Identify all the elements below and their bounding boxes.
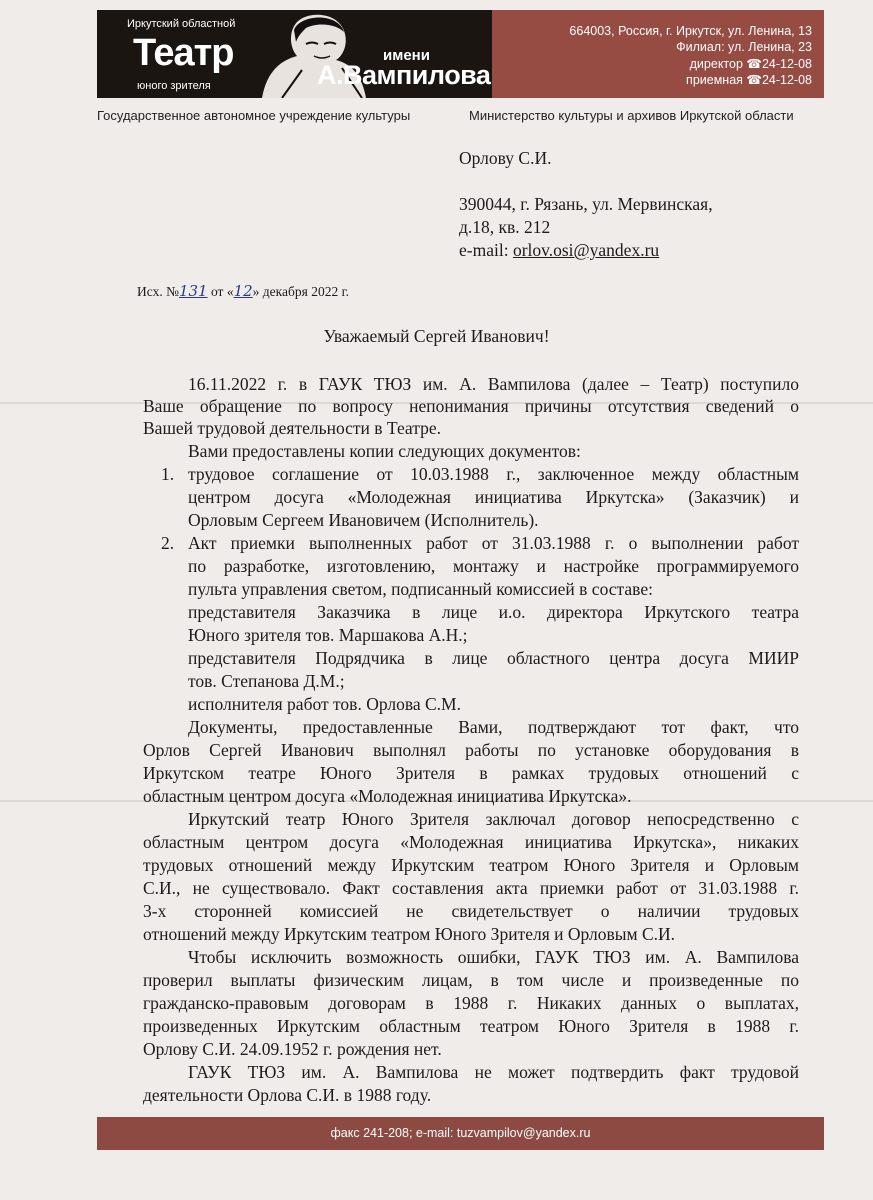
body-line: Документы, предоставленные Вами, подтверждают тот факт, что bbox=[188, 717, 799, 737]
body-line: Вашей трудовой деятельности в Театре. bbox=[143, 418, 442, 438]
body-line: Орловым Сергеем Ивановичем (Исполнитель). bbox=[188, 510, 539, 530]
body-line: Орлову С.И. 24.09.1952 г. рождения нет. bbox=[143, 1039, 442, 1059]
body-line: областным центром досуга «Молодежная инициатива Иркутска», никаких bbox=[143, 832, 799, 852]
header-reception-phone: приемная ☎24-12-08 bbox=[686, 73, 812, 87]
body-line: трудовых отношений между Иркутским театром Юного Зрителя и Орловым bbox=[143, 855, 799, 875]
body-line: трудовое соглашение от 10.03.1988 г., заключенное между областным bbox=[188, 464, 799, 484]
body-line: проверил выплаты физическим лицам, в том числе и произведенные по bbox=[143, 970, 799, 990]
list-number: 2. bbox=[161, 533, 175, 553]
body-line: областным центром досуга «Молодежная инициатива Иркутска». bbox=[143, 786, 632, 806]
body-line: 3-х сторонней комиссией не свидетельствует о наличии трудовых bbox=[143, 901, 799, 921]
logo-subtitle: юного зрителя bbox=[137, 80, 211, 92]
ref-day-handwritten: 12 bbox=[233, 282, 253, 300]
body-line: пульта управления светом, подписанный комиссией в составе: bbox=[188, 579, 653, 599]
body-line: ГАУК ТЮЗ им. А. Вампилова не может подтвердить факт трудовой bbox=[188, 1062, 799, 1082]
outgoing-reference bbox=[137, 282, 349, 300]
body-line: Орлов Сергей Иванович выполнял работы по установке оборудования в bbox=[143, 740, 799, 760]
recipient-address: 390044, г. Рязань, ул. Мервинская, bbox=[459, 194, 713, 214]
org-status: Государственное автономное учреждение культуры bbox=[97, 108, 411, 123]
body-line: произведенных Иркутским областным театром Юного Зрителя в 1988 г. bbox=[143, 1016, 799, 1036]
body-line: по разработке, изготовлению, монтажу и настройке программируемого bbox=[188, 556, 799, 576]
header-address: 664003, Россия, г. Иркутск, ул. Ленина, 13 bbox=[569, 24, 812, 38]
body-line: С.И., не существовало. Факт составления акта приемки работ от 31.03.1988 г. bbox=[143, 878, 799, 898]
body-line: Акт приемки выполненных работ от 31.03.1988 г. о выполнении работ bbox=[188, 533, 799, 553]
ref-mid: от « bbox=[207, 284, 234, 299]
recipient-name: Орлову С.И. bbox=[459, 148, 552, 168]
salutation: Уважаемый Сергей Иванович! bbox=[323, 326, 550, 346]
logo-teatr: Театр bbox=[133, 32, 234, 74]
body-line: представителя Заказчика в лице и.о. директора Иркутского театра bbox=[188, 602, 799, 622]
body-line: гражданско-правовым договорам в 1988 г. Никаких данных о выплатах, bbox=[143, 993, 799, 1013]
body-line: Иркутский театр Юного Зрителя заключал договор непосредственно с bbox=[188, 809, 799, 829]
body-line: тов. Степанова Д.М.; bbox=[188, 671, 345, 691]
recipient-email-line bbox=[459, 240, 659, 261]
body-line: Юного зрителя тов. Маршакова А.Н.; bbox=[188, 625, 468, 645]
ref-prefix: Исх. № bbox=[137, 284, 179, 299]
recipient-email-link[interactable]: orlov.osi@yandex.ru bbox=[512, 240, 660, 260]
letterhead bbox=[97, 10, 824, 98]
list-number: 1. bbox=[161, 464, 175, 484]
body-line: Вами предоставлены копии следующих документов: bbox=[188, 441, 581, 461]
body-line: Чтобы исключить возможность ошибки, ГАУК ТЮЗ им. А. Вампилова bbox=[188, 947, 799, 967]
footer-contacts: факс 241-208; e-mail: tuzvampilov@yandex.ru bbox=[97, 1117, 824, 1150]
ref-suffix: » декабря 2022 г. bbox=[252, 284, 349, 299]
body-line: исполнителя работ тов. Орлова С.М. bbox=[188, 694, 461, 714]
logo-name: А.Вампилова bbox=[317, 60, 491, 90]
recipient-address-2: д.18, кв. 212 bbox=[459, 217, 551, 237]
body-line: 16.11.2022 г. в ГАУК ТЮЗ им. А. Вампилова (далее – Театр) поступило bbox=[188, 374, 799, 394]
logo-imeni: имени bbox=[383, 47, 430, 64]
header-branch: Филиал: ул. Ленина, 23 bbox=[676, 40, 812, 54]
body-line: деятельности Орлова С.И. в 1988 году. bbox=[143, 1085, 432, 1105]
header-director-phone: директор ☎24-12-08 bbox=[689, 57, 812, 71]
body-line: Иркутском театре Юного Зрителя в рамках трудовых отношений с bbox=[143, 763, 799, 783]
email-label: e-mail: bbox=[459, 240, 513, 260]
body-line: Ваше обращение по вопросу непонимания причины отсутствия сведений о bbox=[143, 396, 799, 416]
ministry: Министерство культуры и архивов Иркутской области bbox=[469, 108, 794, 123]
body-line: представителя Подрядчика в лице областного центра досуга МИИР bbox=[188, 648, 799, 668]
ref-number-handwritten: 131 bbox=[178, 282, 208, 300]
body-line: центром досуга «Молодежная инициатива Иркутска» (Заказчик) и bbox=[188, 487, 799, 507]
body-line: отношений между Иркутским театром Юного Зрителя и Орловым С.И. bbox=[143, 924, 676, 944]
org-small-label: Иркутский областной bbox=[127, 18, 236, 30]
